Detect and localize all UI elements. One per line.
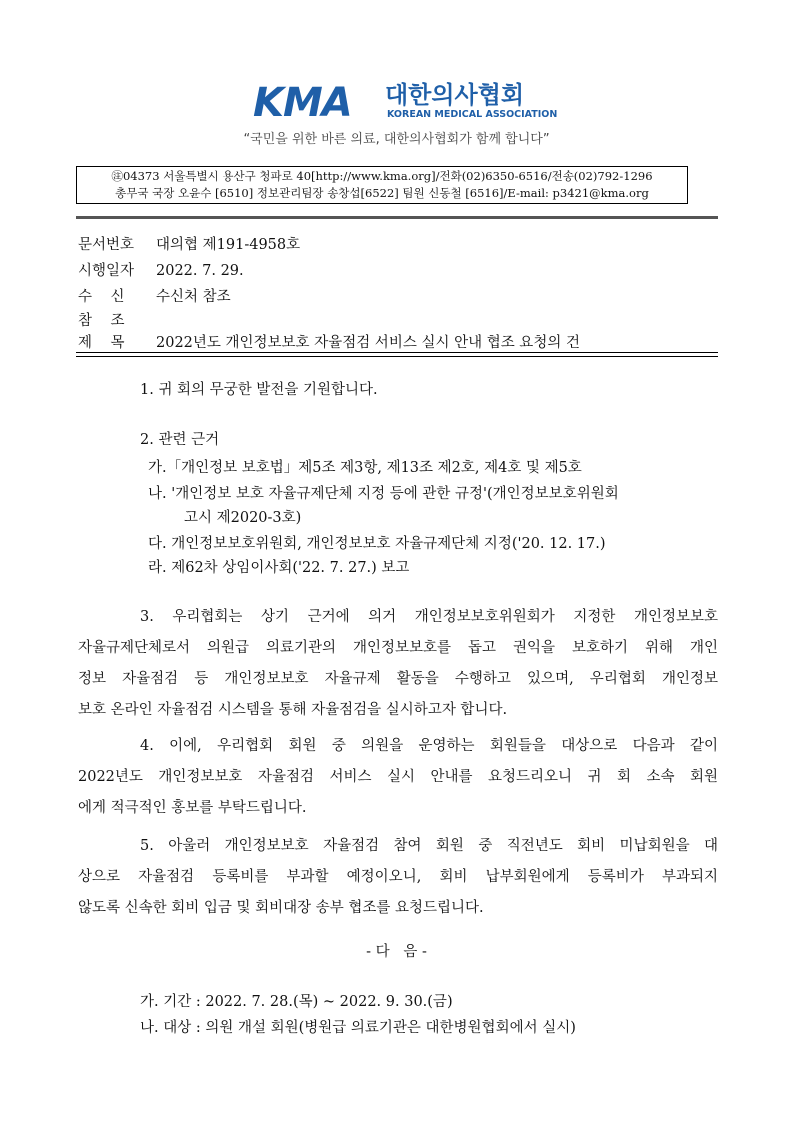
basis-item-c: 다. 개인정보보호위원회, 개인정보보호 자율규제단체 지정('20. 12. 17.)	[148, 536, 606, 552]
contact-line-1: ㊟04373 서울특별시 용산구 청파로 40[http://www.kma.org]/전화(02)6350-6516/전송(02)792-1296	[111, 169, 653, 183]
paragraph-2-title: 2. 관련 근거	[140, 432, 220, 448]
basis-item-b-cont: 고시 제2020-3호)	[184, 510, 302, 526]
meta-divider	[76, 352, 718, 357]
detail-target: 나. 대상 : 의원 개설 회원(병원급 의료기관은 대한병원협회에서 실시)	[140, 1020, 576, 1036]
meta-ref: 참 조	[78, 313, 125, 329]
basis-item-b: 나. '개인정보 보호 자율규제단체 지정 등에 관한 규정'(개인정보보호위원회	[148, 486, 619, 502]
logo-mark: KMA	[253, 80, 352, 126]
org-name-en: KOREAN MEDICAL ASSOCIATION	[387, 109, 558, 120]
kma-logo	[253, 80, 558, 126]
paragraph-3: 3. 우리협회는 상기 근거에 의거 개인정보보호위원회가 지정한 개인정보보호 자율규제단체로서 의원급 의료기관의 개인정보보호를 돕고 권익을 보호하기 위해 개인 정보 자율점검 등 개인정보보호 자율규제 활동을 수행하고 있으며, 우리협회 개인정보 보호 온라인 자율점검 시스템을 통해 자율점검을 실시하고자 합니다.	[78, 609, 718, 718]
org-name-ko: 대한의사협회	[385, 81, 525, 109]
meta-subject: 제 목 2022년도 개인정보보호 자율점검 서비스 실시 안내 협조 요청의 건	[78, 335, 580, 351]
slogan: “국민을 위한 바른 의료, 대한의사협회가 함께 합니다”	[243, 132, 550, 147]
meta-doc-no: 문서번호 대의협 제191-4958호	[78, 237, 301, 253]
paragraph-5: 5. 아울러 개인정보보호 자율점검 참여 회원 중 직전년도 회비 미납회원을 대 상으로 자율점검 등록비를 부과할 예정이오니, 회비 납부회원에게 등록비가 부과되지 않도록 신속한 회비 입금 및 회비대장 송부 협조를 요청드립니다.	[78, 838, 718, 916]
basis-item-d: 라. 제62차 상임이사회('22. 7. 27.) 보고	[148, 560, 410, 576]
header-divider	[76, 216, 718, 219]
paragraph-4: 4. 이에, 우리협회 회원 중 의원을 운영하는 회원들을 대상으로 다음과 같이 2022년도 개인정보보호 자율점검 서비스 실시 안내를 요청드리오니 귀 회 소속 회원 에게 적극적인 홍보를 부탁드립니다.	[78, 738, 718, 816]
contact-line-2: 총무국 국장 오윤수 [6510] 정보관리팀장 송창섭[6522] 팀원 신동철 [6516]/E-mail: p3421@kma.org	[115, 186, 649, 200]
contact-box	[76, 166, 688, 204]
basis-item-a: 가.「개인정보 보호법」제5조 제3항, 제13조 제2호, 제4호 및 제5호	[148, 460, 582, 476]
meta-to: 수 신 수신처 참조	[78, 289, 231, 305]
separator-heading: - 다 음 -	[366, 944, 427, 960]
paragraph-1: 1. 귀 회의 무궁한 발전을 기원합니다.	[140, 382, 378, 398]
detail-period: 가. 기간 : 2022. 7. 28.(목) ~ 2022. 9. 30.(금)	[140, 994, 453, 1010]
meta-date: 시행일자 2022. 7. 29.	[78, 263, 244, 279]
